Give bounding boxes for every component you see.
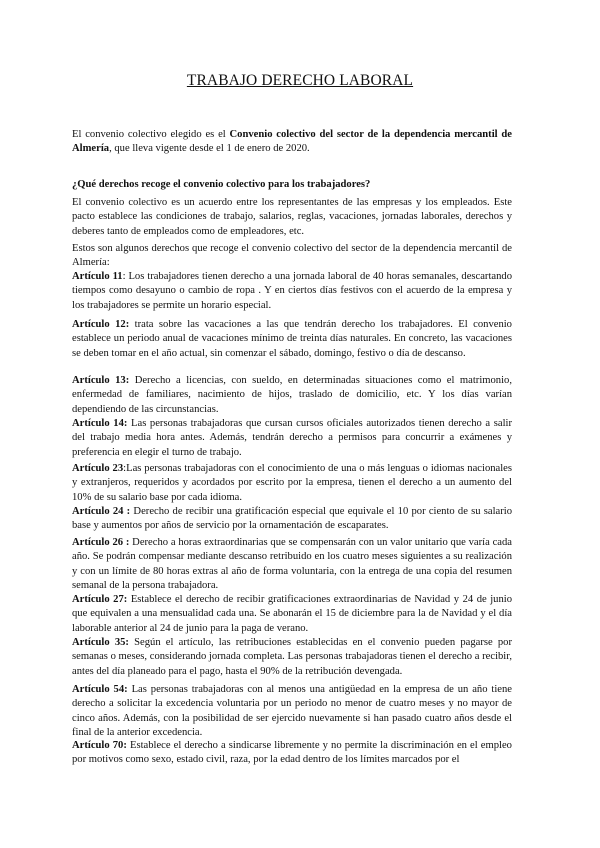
article-text: Derecho de recibir una gratificación especial que equivale el 10 por ciento de su salario base y aumentos por años de servicio por la ornamentación de escaparates. <box>72 506 513 532</box>
document-title: TRABAJO DERECHO LABORAL <box>186 72 414 89</box>
article-label: Artículo 11 <box>72 271 123 282</box>
article-text: Las personas trabajadoras que cursan cursos oficiales autorizados tienen derecho a salir del trabajo media hora antes. Además, tendrán derecho a permisos para concurrir a exámenes y preferencia en elegir el turno de trabajo. <box>72 418 512 458</box>
article-label: Artículo 27: <box>72 594 128 605</box>
article-text: Derecho a horas extraordinarias que se compensarán con un valor unitario que varía cada año. Se podrán compensar mediante descanso retribuido en los cuatro meses siguientes a su realización y con un límite de 80 horas extras al año de forma voluntaria, con la entrega de una copia del resumen semanal de la persona trabajadora. <box>72 537 513 591</box>
article-54 <box>72 683 512 740</box>
article-35 <box>72 636 512 679</box>
article-27 <box>72 593 512 636</box>
section-heading: ¿Qué derechos recoge el convenio colectivo para los trabajadores? <box>72 179 371 190</box>
article-label: Artículo 26 : <box>72 537 130 548</box>
article-label: Artículo 12: <box>72 319 130 330</box>
article-24 <box>72 505 512 534</box>
intro-text-end: , que lleva vigente desde el 1 de enero de 2020. <box>109 143 310 155</box>
intro-text: El convenio colectivo elegido es el <box>72 129 230 140</box>
article-13 <box>72 374 512 417</box>
article-label: Artículo 70: <box>72 740 127 751</box>
article-label: Artículo 13: <box>72 375 130 386</box>
article-label: Artículo 35: <box>72 637 129 648</box>
article-label: Artículo 14: <box>72 418 128 429</box>
article-text: trata sobre las vacaciones a las que tendrán derecho los trabajadores. El convenio establece un periodo anual de vacaciones mínimo de treinta días naturales. En concreto, las vacaciones se deben tomar en el año actual, sin comenzar el sábado, domingo, festivo o día de descanso. <box>72 319 512 359</box>
article-text: Establece el derecho a sindicarse libremente y no permite la discriminación en el empleo por motivos como sexo, estado civil, raza, por la edad dentro de los límites marcados por el <box>72 740 512 766</box>
paragraph-intro-rights: Estos son algunos derechos que recoge el convenio colectivo del sector de la dependencia mercantil de Almería: <box>72 243 512 269</box>
intro-paragraph <box>72 128 512 157</box>
article-label: Artículo 24 : <box>72 506 131 517</box>
article-text: Establece el derecho de recibir gratificaciones extraordinarias de Navidad y 24 de junio que equivalen a una mensualidad cada una. Se abonarán el 15 de diciembre para la de Navidad y el día laborable anterior al 24 de junio para la paga de verano. <box>72 594 512 634</box>
article-70 <box>72 739 512 768</box>
article-23 <box>72 462 512 505</box>
article-text: :Las personas trabajadoras con el conocimiento de una o más lenguas o idiomas nacionales y extranjeros, requeridos y acordados por escrito por la empresa, tienen el derecho a un aumento del 10% de su salario base por cada idioma. <box>72 463 513 503</box>
article-12 <box>72 318 512 361</box>
article-label: Artículo 54: <box>72 684 128 695</box>
article-11 <box>72 270 512 313</box>
article-text: Las personas trabajadoras con al menos una antigüedad en la empresa de un año tiene derecho a solicitar la excedencia voluntaria por un periodo no menor de cuatro meses y no mayor de cinco años. Además, con la posibilidad de ser ejercido nuevamente si han pasado cuatro años desde el final de la anterior excedencia. <box>72 684 513 738</box>
convenio-name: Convenio colectivo del sector de la dependencia mercantil de Almería <box>72 129 512 155</box>
article-text: Según el artículo, las retribuciones establecidas en el convenio pueden pagarse por semanas o meses, considerando jornada completa. Las personas trabajadoras tienen el derecho a recibir, antes del día planeado para el pago, hasta el 90% de la retribución devengada. <box>72 637 513 677</box>
paragraph-definition: El convenio colectivo es un acuerdo entre los representantes de las empresas y los empleados. Este pacto establece las condiciones de trabajo, salarios, reglas, vacaciones, jornadas laborales, derechos y deberes tanto de empleados como de empleadores, etc. <box>72 197 512 237</box>
article-14 <box>72 417 512 460</box>
article-label: Artículo 23 <box>72 463 124 474</box>
article-text: : Los trabajadores tienen derecho a una jornada laboral de 40 horas semanales, descartando tiempos como desayuno o cambio de ropa . Y en ciertos días festivos con el acuerdo de la empresa y los trabajadores se permite un horario especial. <box>72 271 512 311</box>
article-26 <box>72 536 512 593</box>
article-text: Derecho a licencias, con sueldo, en determinadas situaciones como el matrimonio, enfermedad de familiares, nacimiento de hijos, traslado de domicilio, etc. Y los días varían dependiendo de las circunstancias. <box>72 375 512 415</box>
